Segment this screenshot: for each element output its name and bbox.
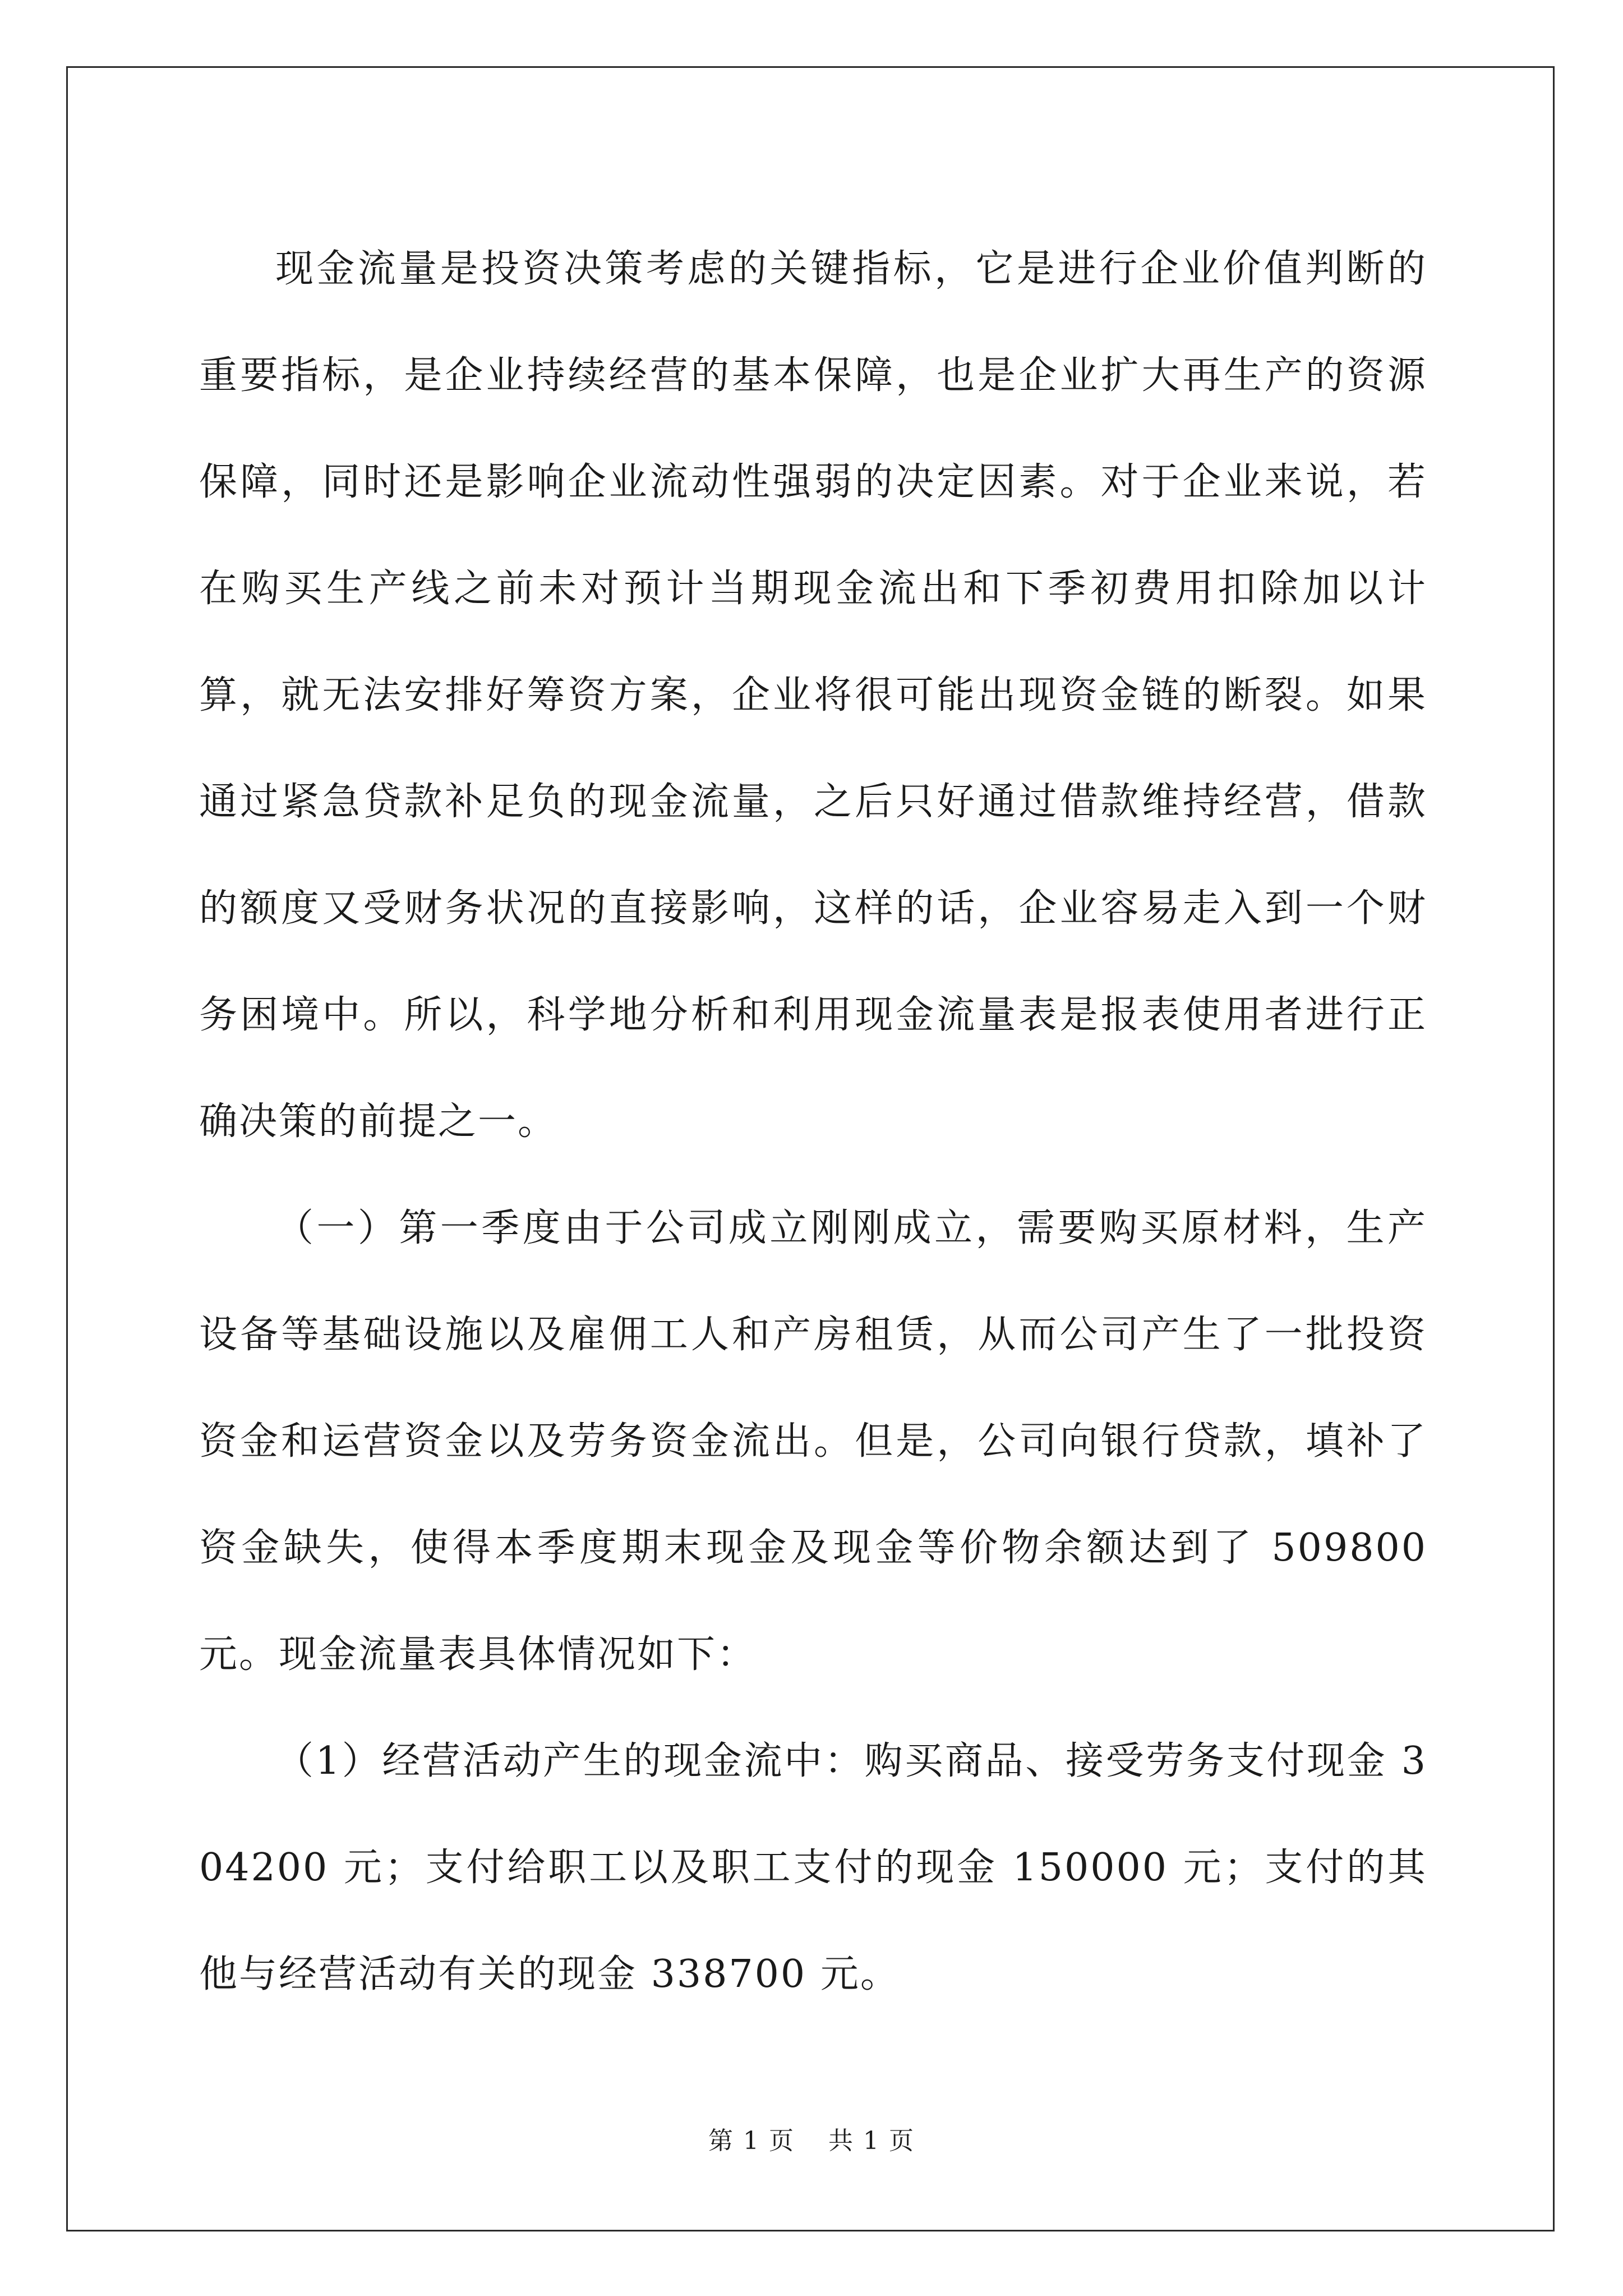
page-footer bbox=[0, 2120, 1623, 2156]
document-body bbox=[199, 216, 1427, 2028]
paragraph-operating-activities: （1）经营活动产生的现金流中：购买商品、接受劳务支付现金 304200 元；支付给职工以及职工支付的现金 150000 元；支付的其他与经营活动有关的现金 338700 元。 bbox=[199, 1739, 1427, 1996]
paragraph-cash-flow-importance: 现金流量是投资决策考虑的关键指标，它是进行企业价值判断的重要指标，是企业持续经营的基本保障，也是企业扩大再生产的资源保障，同时还是影响企业流动性强弱的决定因素。对于企业来说，若在购买生产线之前未对预计当期现金流出和下季初费用扣除加以计算，就无法安排好筹资方案，企业将很可能出现资金链的断裂。如果通过紧急贷款补足负的现金流量，之后只好通过借款维持经营，借款的额度又受财务状况的直接影响，这样的话，企业容易走入到一个财务困境中。所以，科学地分析和利用现金流量表是报表使用者进行正确决策的前提之一。 bbox=[199, 247, 1427, 1144]
paragraph-first-quarter: （一）第一季度由于公司成立刚刚成立，需要购买原材料，生产设备等基础设施以及雇佣工人和产房租赁，从而公司产生了一批投资资金和运营资金以及劳务资金流出。但是，公司向银行贷款，填补了资金缺失，使得本季度期末现金及现金等价物余额达到了 509800 元。现金流量表具体情况如下： bbox=[199, 1206, 1427, 1677]
page-total: 共 1 页 bbox=[828, 2127, 915, 2155]
page-number: 第 1 页 bbox=[708, 2127, 795, 2155]
